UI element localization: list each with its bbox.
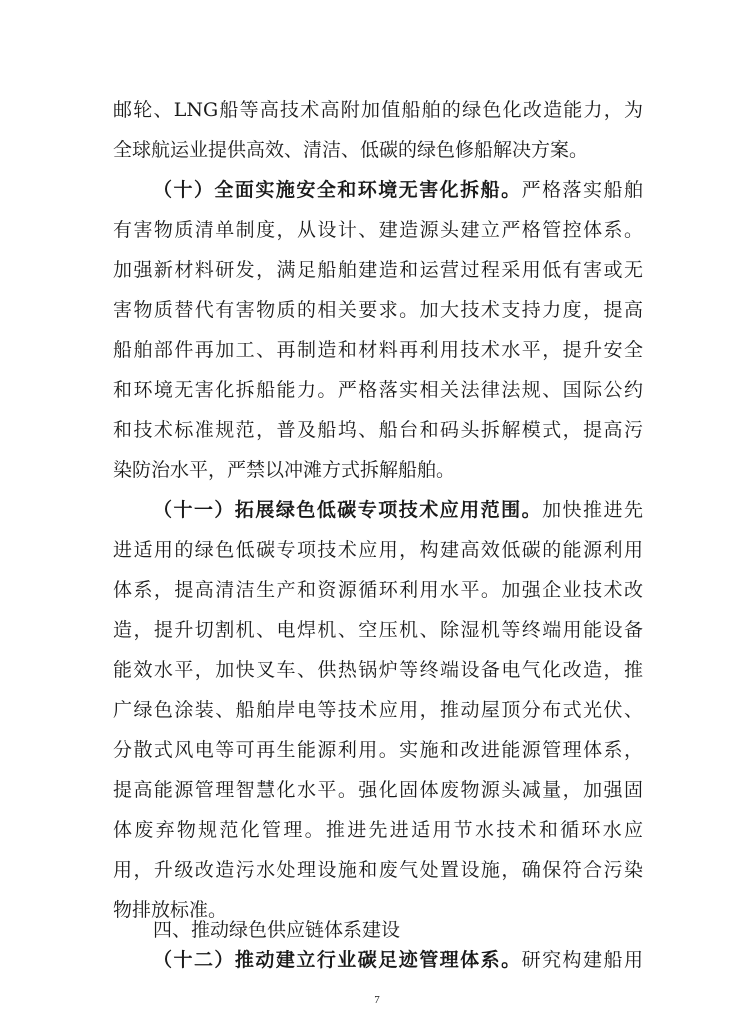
text-line: 提高能源管理智慧化水平。强化固体废物源头减量，加强固 bbox=[113, 779, 643, 801]
paragraph-12-heading: （十二）推动建立行业碳足迹管理体系。 bbox=[153, 949, 522, 971]
text-line: 害物质替代有害物质的相关要求。加大技术支持力度，提高 bbox=[113, 299, 643, 321]
text-line: 染防治水平，严禁以冲滩方式拆解船舶。 bbox=[113, 459, 456, 481]
paragraph-11-lead: 加快推进先 bbox=[542, 499, 643, 521]
paragraph-10-first-line bbox=[153, 178, 643, 202]
paragraph-10-lead: 严格落实船舶 bbox=[521, 179, 643, 201]
text-line: 体系，提高清洁生产和资源循环利用水平。加强企业技术改 bbox=[113, 579, 643, 601]
text-line: 广绿色涂装、船舶岸电等技术应用，推动屋顶分布式光伏、 bbox=[113, 699, 643, 721]
text-line: 用，升级改造污水处理设施和废气处置设施，确保符合污染 bbox=[113, 859, 643, 881]
text-line: 体废弃物规范化管理。推进先进适用节水技术和循环水应 bbox=[113, 819, 643, 841]
paragraph-12-lead: 研究构建船用 bbox=[521, 949, 643, 971]
text-line: 进适用的绿色低碳专项技术应用，构建高效低碳的能源利用 bbox=[113, 539, 643, 561]
text-line: 和环境无害化拆船能力。严格落实相关法律法规、国际公约 bbox=[113, 379, 643, 401]
text-line: 分散式风电等可再生能源利用。实施和改进能源管理体系， bbox=[113, 739, 643, 761]
text-line: 加强新材料研发，满足船舶建造和运营过程采用低有害或无 bbox=[113, 259, 643, 281]
text-line: 船舶部件再加工、再制造和材料再利用技术水平，提升安全 bbox=[113, 339, 643, 361]
section-4-heading: 四、推动绿色供应链体系建设 bbox=[153, 919, 401, 941]
page-number: 7 bbox=[374, 994, 380, 1006]
text-line: 物排放标准。 bbox=[113, 899, 228, 921]
text-line: 和技术标准规范，普及船坞、船台和码头拆解模式，提高污 bbox=[113, 419, 643, 441]
text-line: 邮轮、LNG船等高技术高附加值船舶的绿色化改造能力，为 bbox=[113, 99, 643, 121]
text-line: 有害物质清单制度，从设计、建造源头建立严格管控体系。 bbox=[113, 219, 643, 241]
paragraph-12-first-line bbox=[153, 948, 643, 972]
text-line: 能效水平，加快叉车、供热锅炉等终端设备电气化改造，推 bbox=[113, 659, 643, 681]
text-line: 全球航运业提供高效、清洁、低碳的绿色修船解决方案。 bbox=[113, 139, 589, 161]
paragraph-11-heading: （十一）拓展绿色低碳专项技术应用范围。 bbox=[153, 499, 543, 521]
text-line: 造，提升切割机、电焊机、空压机、除湿机等终端用能设备 bbox=[113, 619, 643, 641]
paragraph-10-heading: （十）全面实施安全和环境无害化拆船。 bbox=[153, 179, 522, 201]
paragraph-11-first-line bbox=[153, 498, 643, 522]
